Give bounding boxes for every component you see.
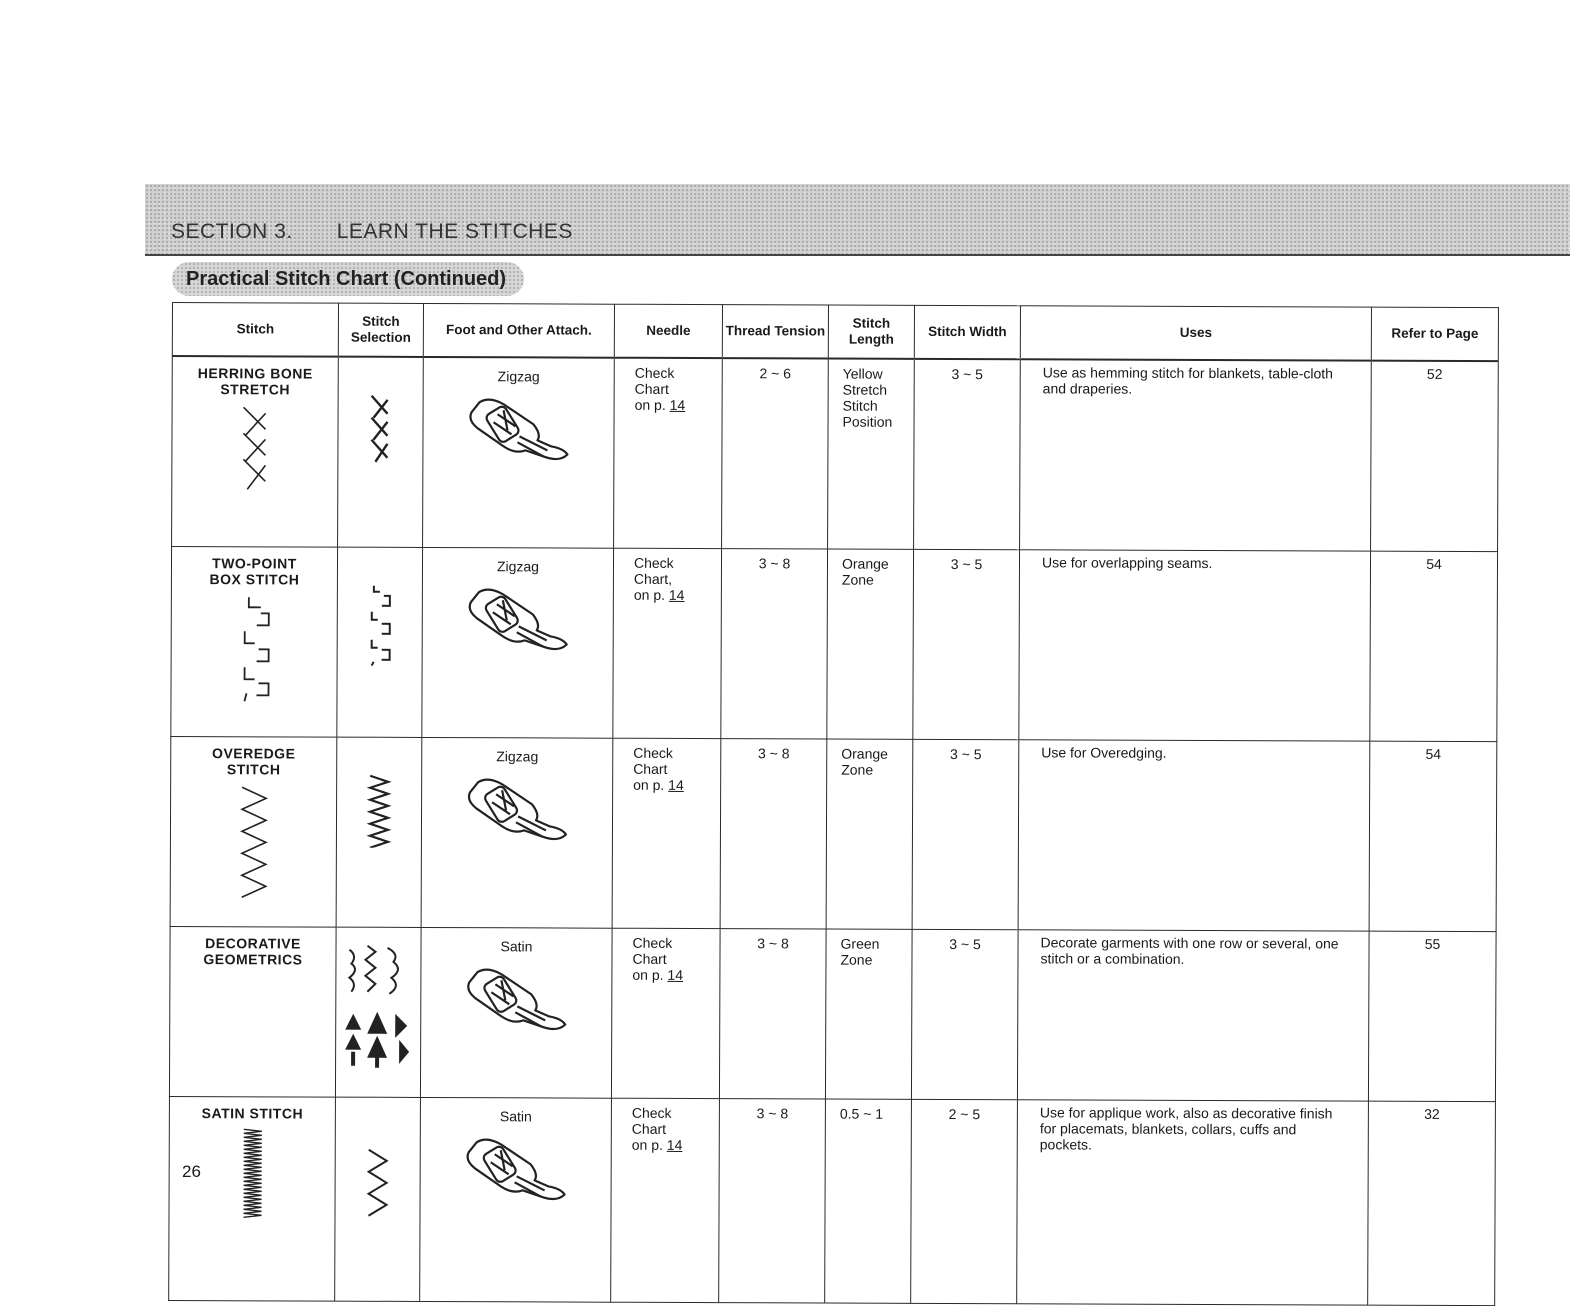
length-line: Stretch (842, 381, 888, 398)
selection-cell (336, 737, 422, 927)
page-number: 26 (182, 1162, 201, 1181)
stitch-name-line: GEOMETRICS (203, 951, 303, 968)
needle-line (632, 951, 719, 967)
foot-label: Zigzag (496, 558, 540, 575)
refer-page-cell[interactable]: 55 (1368, 931, 1496, 1101)
uses-cell: Use for Overedging. (1018, 740, 1370, 931)
presser-foot-icon (463, 390, 573, 466)
herringbone-selection-icon (367, 392, 393, 464)
presser-foot-icon (462, 770, 572, 846)
table-row (170, 736, 1497, 931)
stitch-name-line: TWO-POINT (212, 555, 297, 572)
length-cell (825, 1099, 912, 1303)
table-row (171, 547, 1498, 742)
needle-line (633, 761, 720, 777)
length-cell (825, 929, 912, 1099)
satin-selection-icon (364, 1146, 390, 1218)
foot-label: Zigzag (496, 748, 539, 765)
col-header-tension: Thread Tension (722, 305, 828, 359)
table-row (169, 926, 1496, 1101)
needle-text: on p. (633, 586, 666, 603)
satin-stitch-icon (237, 1127, 267, 1219)
stitch-name-line: SATIN STITCH (201, 1105, 304, 1122)
stitch-name-line: BOX STITCH (209, 571, 300, 588)
foot-cell (423, 357, 615, 548)
stitch-cell (169, 926, 336, 1097)
needle-line (633, 745, 720, 761)
presser-foot-icon (463, 580, 573, 656)
length-line: Orange (841, 555, 889, 572)
length-line: Orange (841, 745, 889, 762)
section-number: 3. (274, 220, 293, 243)
needle-cell (611, 1098, 720, 1302)
needle-text: Check (631, 1104, 672, 1121)
needle-text: Check (632, 934, 673, 951)
length-cell (828, 359, 915, 550)
tension-cell: 3 ~ 8 (719, 1099, 826, 1303)
stitch-name-line: DECORATIVE (205, 935, 301, 952)
needle-page-link[interactable]: 14 (668, 776, 684, 793)
needle-text: Check (634, 364, 675, 381)
col-header-stitch: Stitch (172, 303, 338, 357)
foot-label: Satin (499, 1108, 532, 1125)
needle-line (632, 1137, 719, 1153)
width-cell: 3 ~ 5 (913, 549, 1020, 739)
col-header-foot: Foot and Other Attach. (423, 303, 614, 357)
needle-text: Check (633, 554, 674, 571)
needle-text: Check (633, 744, 673, 761)
length-line: Zone (840, 951, 873, 968)
foot-cell (420, 927, 612, 1098)
needle-text: on p. (632, 966, 664, 983)
stitch-name (173, 555, 336, 588)
box-stitch-icon (234, 593, 274, 703)
refer-page-cell[interactable]: 54 (1369, 741, 1497, 931)
length-line: Zone (841, 571, 874, 588)
stitch-name (174, 365, 337, 398)
foot-cell (420, 1097, 612, 1302)
selection-cell (337, 547, 423, 737)
refer-page-cell[interactable]: 32 (1368, 1101, 1496, 1305)
width-cell: 3 ~ 5 (911, 929, 1018, 1099)
length-line: Position (842, 413, 893, 430)
stitch-cell (171, 547, 338, 738)
box-selection-icon (366, 582, 394, 666)
chart-subtitle: Practical Stitch Chart (Continued) (172, 262, 524, 296)
needle-text: Chart (632, 950, 667, 967)
width-cell: 3 ~ 5 (912, 739, 1019, 929)
needle-line (635, 365, 722, 381)
needle-text: on p. (633, 776, 665, 793)
length-line: Green (840, 935, 880, 952)
length-cell (826, 739, 913, 929)
length-line: Zone (841, 761, 874, 778)
overedge-selection-icon (366, 772, 392, 848)
stitch-chart-table (168, 302, 1499, 1306)
col-header-needle: Needle (614, 304, 722, 358)
col-header-selection: Stitch Selection (338, 303, 423, 357)
selection-cell (335, 1097, 421, 1301)
refer-page-cell[interactable]: 52 (1371, 361, 1499, 552)
herringbone-stitch-icon (235, 403, 275, 493)
tension-cell: 3 ~ 8 (720, 739, 827, 929)
needle-line (635, 397, 722, 413)
tension-cell: 3 ~ 8 (719, 929, 826, 1099)
needle-line (634, 587, 721, 603)
length-line: Stitch (842, 397, 878, 414)
needle-line (632, 967, 719, 983)
table-header-row (172, 303, 1498, 362)
section-title (171, 220, 573, 244)
length-cell (827, 549, 914, 739)
stitch-cell (170, 736, 337, 927)
section-header-band (145, 184, 1570, 256)
selection-cell (338, 357, 424, 548)
tension-cell: 2 ~ 6 (722, 358, 829, 549)
needle-page-link[interactable]: 14 (669, 396, 686, 413)
col-header-length: Stitch Length (828, 305, 914, 359)
uses-cell: Use for applique work, also as decorative finish for placemats, blankets, collars, cuffs and pockets. (1017, 1100, 1369, 1305)
stitch-name (171, 935, 334, 968)
col-header-page: Refer to Page (1371, 307, 1498, 361)
stitch-cell (172, 356, 339, 547)
needle-text: on p. (631, 1136, 663, 1153)
tension-cell: 3 ~ 8 (721, 549, 828, 739)
geometric-selection-icon (343, 942, 413, 1072)
needle-text: Chart, (633, 570, 673, 587)
length-line: 0.5 ~ 1 (839, 1105, 884, 1122)
refer-page-cell[interactable]: 54 (1370, 551, 1498, 741)
foot-cell (421, 737, 613, 928)
needle-cell (614, 358, 723, 549)
needle-line (632, 1121, 719, 1137)
table-row (169, 1096, 1496, 1305)
needle-line (633, 777, 720, 793)
uses-cell: Use as hemming stitch for blankets, table-cloth and draperies. (1020, 359, 1372, 551)
needle-page-link[interactable]: 14 (666, 1136, 683, 1153)
length-line: Yellow (842, 365, 883, 382)
foot-label: Satin (500, 938, 533, 955)
presser-foot-icon (461, 1130, 571, 1206)
stitch-name (172, 745, 335, 778)
selection-cell (335, 927, 421, 1097)
uses-cell: Use for overlapping seams. (1019, 550, 1371, 741)
needle-page-link[interactable]: 14 (667, 966, 684, 983)
foot-label: Zigzag (497, 368, 540, 385)
uses-cell: Decorate garments with one row or several, one stitch or a combination. (1017, 930, 1369, 1101)
needle-line (632, 1105, 719, 1121)
needle-line (634, 571, 721, 587)
col-header-uses: Uses (1020, 306, 1371, 361)
stitch-name-line: OVEREDGE (212, 745, 296, 762)
needle-text: Chart (633, 760, 668, 777)
col-header-width: Stitch Width (914, 305, 1020, 359)
needle-line (633, 935, 720, 951)
foot-cell (422, 547, 614, 738)
needle-cell (611, 928, 720, 1098)
needle-text: on p. (634, 396, 666, 413)
presser-foot-icon (461, 960, 571, 1036)
width-cell: 3 ~ 5 (914, 359, 1021, 550)
needle-line (635, 381, 722, 397)
needle-cell (613, 548, 722, 738)
width-cell: 2 ~ 5 (911, 1099, 1018, 1303)
needle-line (634, 555, 721, 571)
table-row (172, 356, 1499, 552)
stitch-cell (169, 1096, 336, 1301)
needle-cell (612, 738, 721, 928)
overedge-stitch-icon (233, 783, 273, 903)
stitch-name (171, 1105, 334, 1122)
section-name: LEARN THE STITCHES (336, 220, 573, 243)
stitch-name-line: STRETCH (220, 381, 291, 398)
stitch-name-line: STITCH (226, 761, 281, 778)
section-word: SECTION (171, 220, 268, 243)
needle-page-link[interactable]: 14 (668, 586, 685, 603)
needle-text: Chart (631, 1120, 667, 1137)
needle-text: Chart (634, 380, 669, 397)
stitch-name-line: HERRING BONE (197, 365, 313, 382)
